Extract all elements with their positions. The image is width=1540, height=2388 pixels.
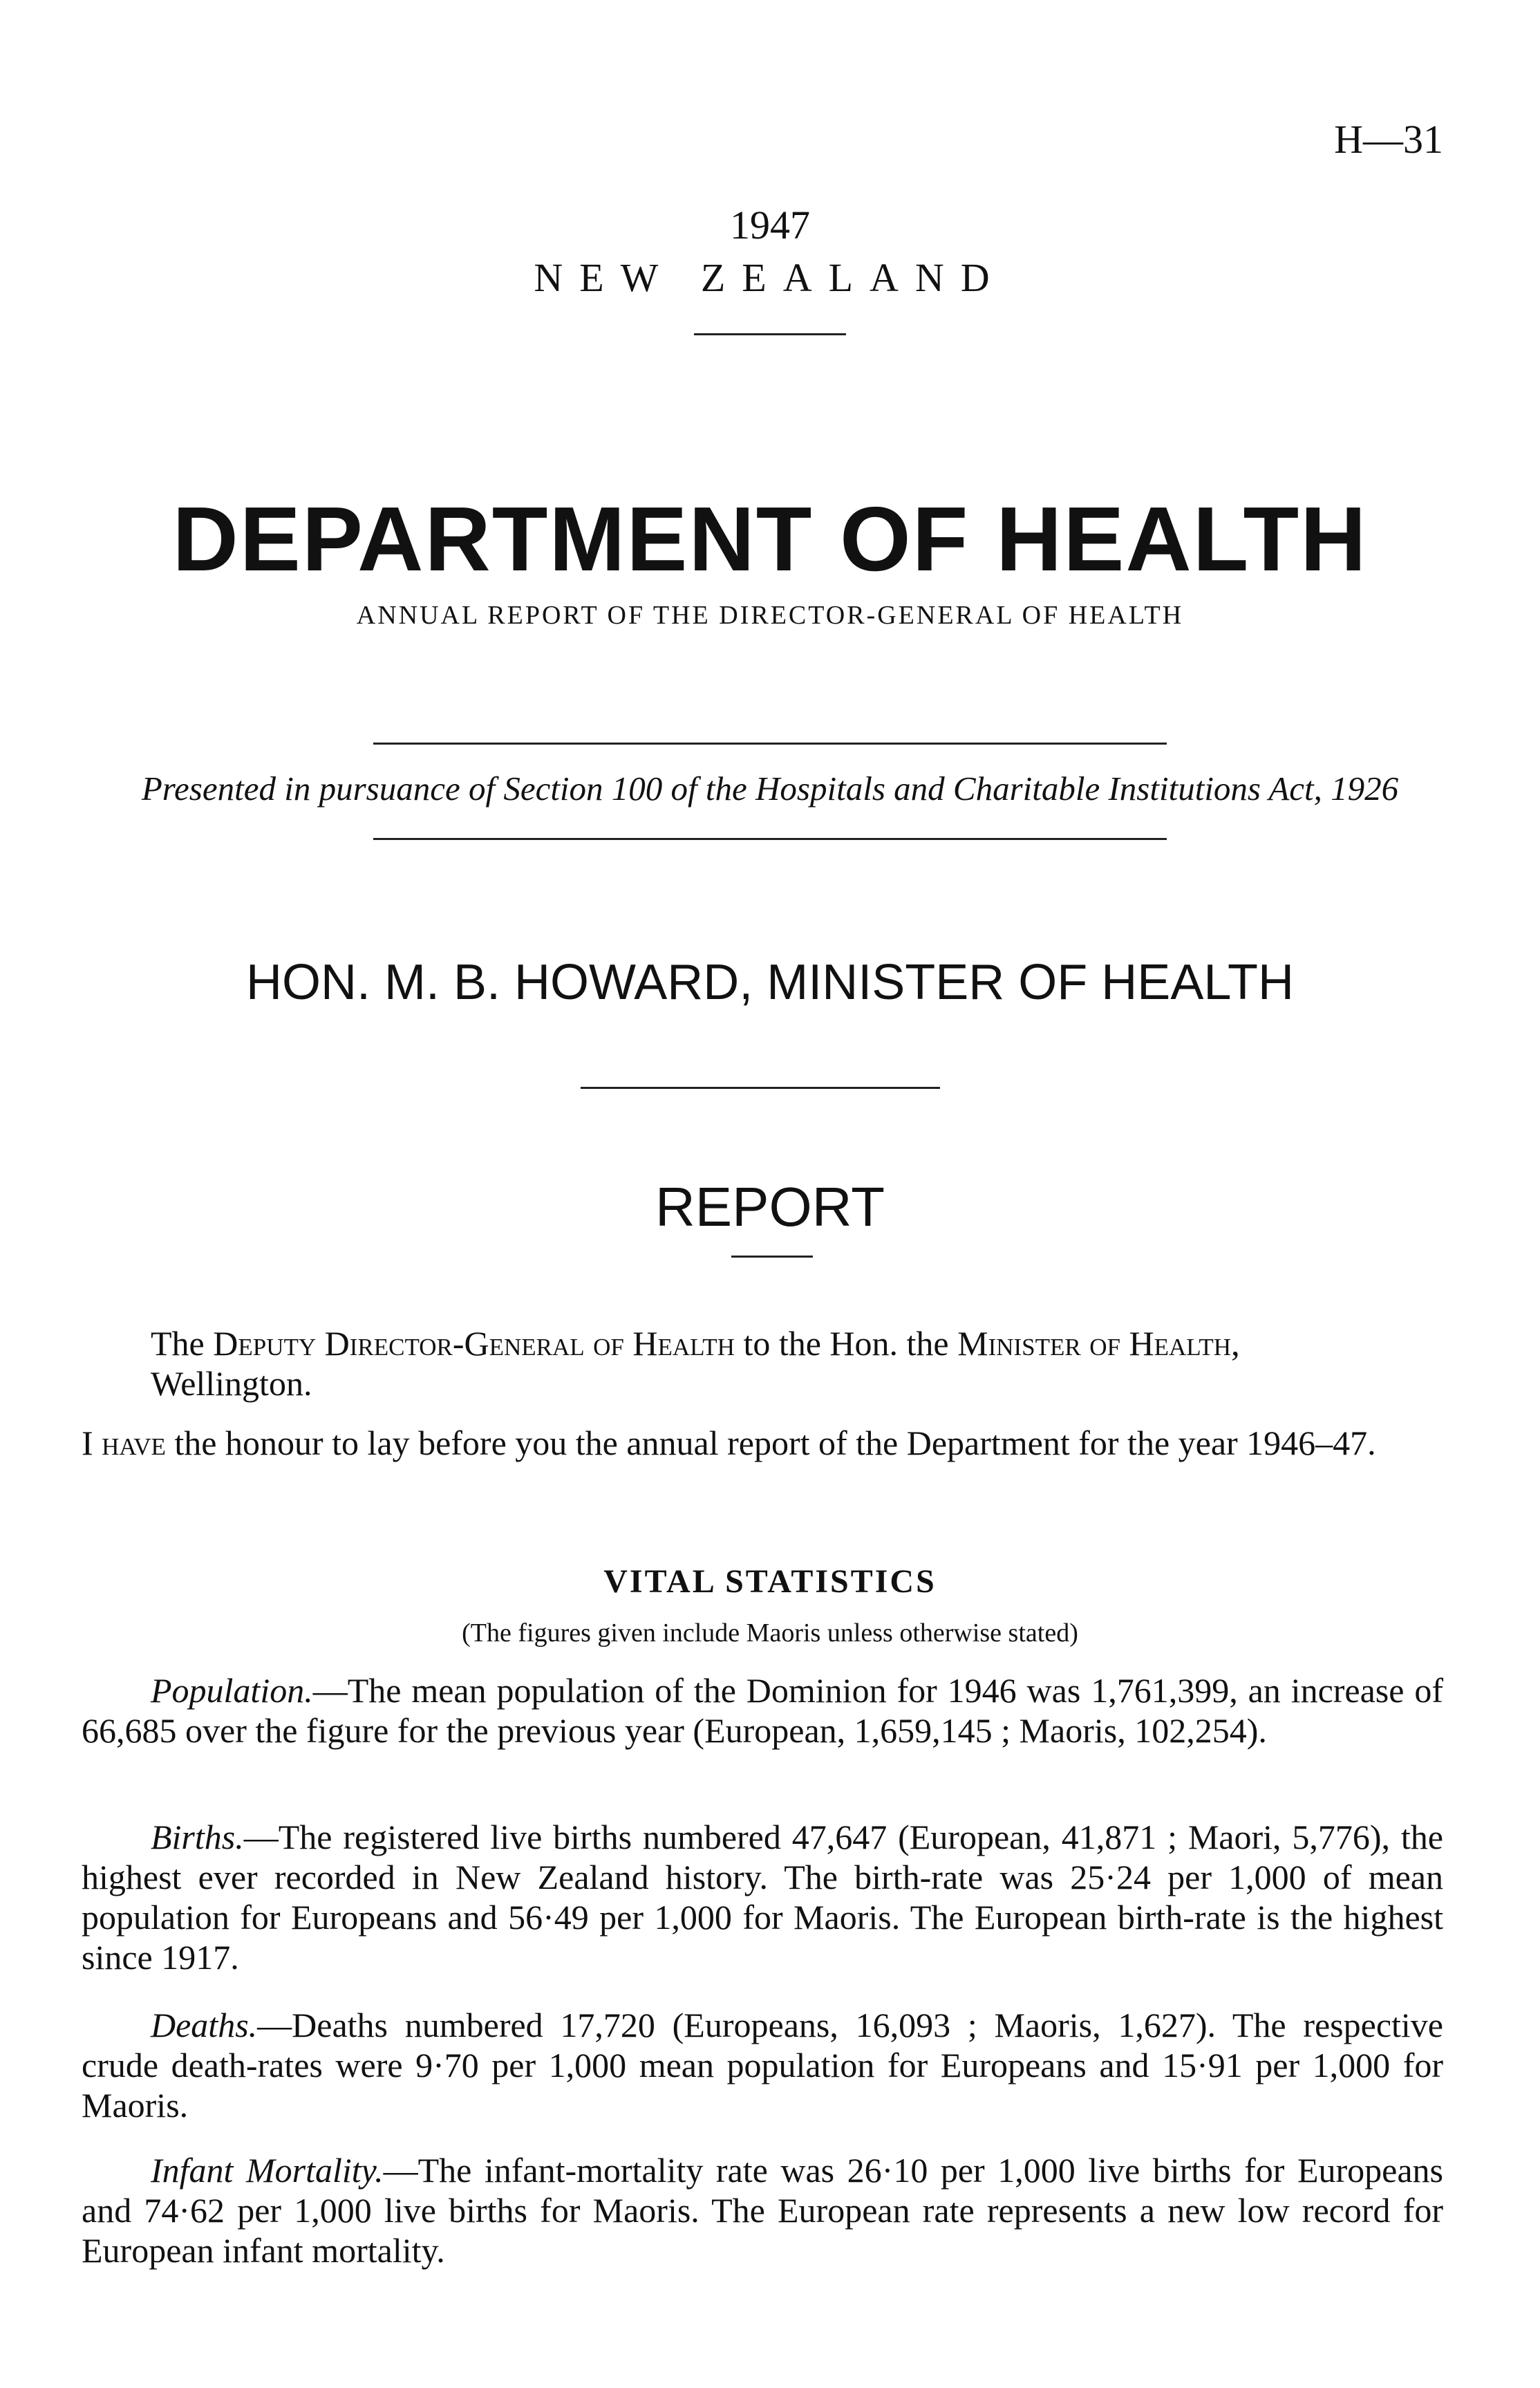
section-text: —Deaths numbered 17,720 (Europeans, 16,093 ; Maoris, 1,627). The respective crude death-rates were 9·70 per 1,000 mean population for Europeans and 15·91 per 1,000 for Maoris.	[82, 2006, 1443, 2125]
population-paragraph	[82, 1670, 1443, 1751]
section-label: Births.	[151, 1818, 244, 1856]
section-label: Deaths.	[151, 2006, 258, 2044]
deaths-paragraph	[82, 2005, 1443, 2125]
divider-short	[694, 333, 846, 335]
address-to-the: to the Hon. the	[743, 1324, 949, 1363]
section-label: Infant Mortality.	[151, 2151, 384, 2190]
document-reference: H—31	[1334, 117, 1443, 162]
department-subtitle: ANNUAL REPORT OF THE DIRECTOR-GENERAL OF HEALTH	[356, 601, 1184, 630]
report-year: 1947	[730, 203, 810, 248]
opening-lead: I have	[82, 1424, 166, 1462]
births-paragraph	[82, 1817, 1443, 1977]
divider-report	[731, 1256, 813, 1258]
report-heading: REPORT	[655, 1176, 885, 1238]
address-place: Wellington.	[151, 1364, 312, 1403]
minister-name: HON. M. B. HOWARD, MINISTER OF HEALTH	[245, 955, 1295, 1010]
vital-statistics-note: (The figures given include Maoris unless otherwise stated)	[462, 1619, 1078, 1648]
section-label: Population.	[151, 1671, 313, 1710]
department-title: DEPARTMENT OF HEALTH	[172, 488, 1368, 590]
address-line	[82, 1323, 1443, 1403]
address-from: Deputy Director-General of Health	[213, 1324, 735, 1363]
section-text: —The registered live births numbered 47,647 (European, 41,871 ; Maori, 5,776), the highest ever recorded in New Zealand history. The birth-rate was 25·24 per 1,000 of mean population for Europeans and 56·49 per 1,000 for Maoris. The European birth-rate is the highest since 1917.	[82, 1818, 1443, 1977]
country-name: NEW ZEALAND	[534, 255, 1006, 300]
divider-bottom	[373, 838, 1167, 840]
address-the: The	[151, 1324, 205, 1363]
divider-mid	[581, 1087, 940, 1089]
presented-statement: Presented in pursuance of Section 100 of the Hospitals and Charitable Institutions Act, 1926	[141, 769, 1399, 808]
section-text: —The mean population of the Dominion for 1946 was 1,761,399, an increase of 66,685 over the figure for the previous year (European, 1,659,145 ; Maoris, 102,254).	[82, 1671, 1443, 1750]
infant-mortality-paragraph	[82, 2150, 1443, 2270]
address-to: Minister of Health,	[957, 1324, 1240, 1363]
section-text: —The infant-mortality rate was 26·10 per 1,000 live births for Europeans and 74·62 per 1,000 live births for Maoris. The European rate represents a new low record for European infant mortality.	[82, 2151, 1443, 2270]
divider-top	[373, 743, 1167, 745]
opening-paragraph	[82, 1423, 1443, 1463]
vital-statistics-heading: VITAL STATISTICS	[603, 1563, 937, 1600]
opening-text: the honour to lay before you the annual report of the Department for the year 1946–47.	[174, 1424, 1376, 1462]
